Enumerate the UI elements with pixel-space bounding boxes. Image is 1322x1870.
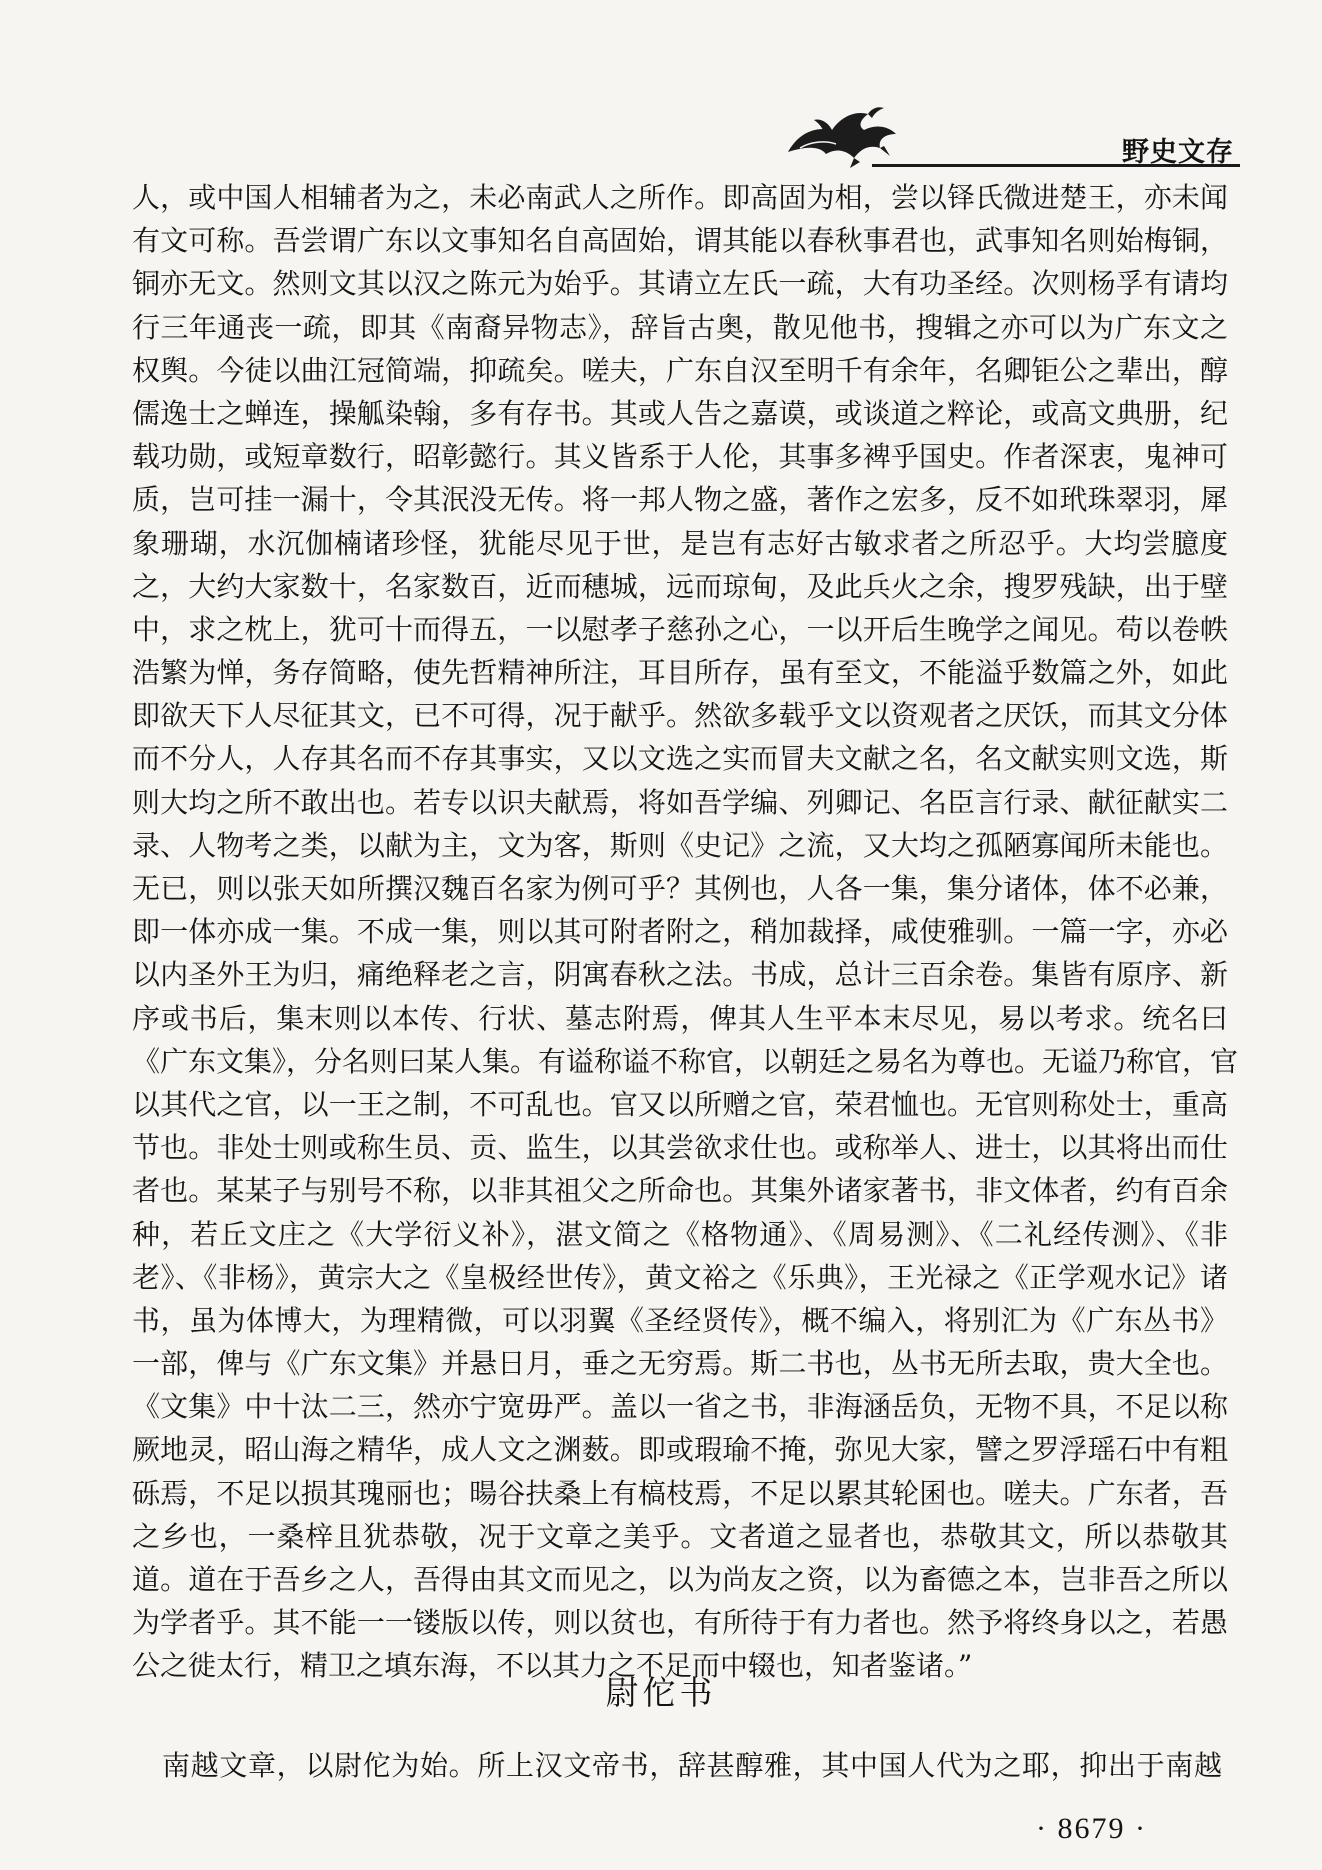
body-text-line: 中，求之枕上，犹可十而得五，一以慰孝子慈孙之心，一以开后生晚学之闻见。苟以卷帙 xyxy=(132,612,1228,646)
section-title: 尉佗书 xyxy=(605,1673,717,1712)
section-text-line: 南越文章，以尉佗为始。所上汉文帝书，辞甚醇雅，其中国人代为之耶，抑出于南越 xyxy=(162,1749,1222,1782)
body-text-line: 公之徙太行，精卫之填东海，不以其力之不足而中辍也，知者鉴诸。” xyxy=(132,1649,973,1683)
body-text-line: 录、人物考之类，以献为主，文为客，斯则《史记》之流，又大均之孤陋寡闻所未能也。 xyxy=(132,828,1228,862)
body-text-line: 而不分人，人存其名而不存其事实，又以文选之实而冒夫文献之名，名文献实则文选，斯 xyxy=(132,742,1228,776)
header-title: 野史文存 xyxy=(1122,137,1234,168)
body-text-line: 厥地灵，昭山海之精华，成人文之渊薮。即或瑕瑜不掩，弥见大家，譬之罗浮瑶石中有粗 xyxy=(132,1433,1228,1467)
body-text-line: 之，大约大家数十，名家数百，近而穗城，远而琼甸，及此兵火之余，搜罗残缺，出于壁 xyxy=(132,569,1228,603)
body-text-line: 即欲天下人尽征其文，已不可得，况于献乎。然欲多载乎文以资观者之厌饫，而其文分体 xyxy=(132,699,1228,733)
body-text-line: 种，若丘文庄之《大学衍义补》，湛文简之《格物通》、《周易测》、《二礼经传测》、《非 xyxy=(132,1217,1228,1251)
body-text-line: 砾焉，不足以损其瑰丽也；暘谷扶桑上有槁枝焉，不足以累其轮囷也。嗟夫。广东者，吾 xyxy=(132,1476,1228,1510)
body-text-line: 为学者乎。其不能一一镂版以传，则以贫也，有所待于有力者也。然予将终身以之，若愚 xyxy=(132,1606,1228,1640)
body-text-line: 《广东文集》，分名则曰某人集。有谥称谥不称官，以朝廷之易名为尊也。无谥乃称官，官 xyxy=(132,1044,1239,1078)
body-text-line: 权舆。今徒以曲江冠简端，抑疏矣。嗟夫，广东自汉至明千有余年，名卿钜公之辈出，醇 xyxy=(132,353,1228,387)
body-text-line: 以其代之官，以一王之制，不可乱也。官又以所赠之官，荣君恤也。无官则称处士，重高 xyxy=(132,1087,1228,1121)
body-text-line: 一部，俾与《广东文集》并悬日月，垂之无穷焉。斯二书也，丛书无所去取，贵大全也。 xyxy=(132,1347,1228,1381)
body-text-line: 有文可称。吾尝谓广东以文事知名自高固始，谓其能以春秋事君也，武事知名则始梅铜， xyxy=(132,224,1228,258)
body-text-line: 载功勋，或短章数行，昭彰懿行。其义皆系于人伦，其事多裨乎国史。作者深衷，鬼神可 xyxy=(132,440,1228,474)
body-text xyxy=(132,176,1239,1688)
body-text-line: 之乡也，一桑梓且犹恭敬，况于文章之美乎。文者道之显者也，恭敬其文，所以恭敬其 xyxy=(132,1519,1228,1553)
body-text-line: 节也。非处士则或称生员、贡、监生，以其尝欲求仕也。或称举人、进士，以其将出而仕 xyxy=(132,1131,1228,1165)
body-text-line: 无已，则以张天如所撰汉魏百名家为例可乎？其例也，人各一集，集分诸体，体不必兼， xyxy=(132,872,1228,905)
body-text-line: 书，虽为体博大，为理精微，可以羽翼《圣经贤传》，概不编入，将别汇为《广东丛书》 xyxy=(132,1303,1228,1337)
body-text-line: 以内圣外王为归，痛绝释老之言，阴寓春秋之法。书成，总计三百余卷。集皆有原序、新 xyxy=(132,958,1228,992)
body-text-line: 铜亦无文。然则文其以汉之陈元为始乎。其请立左氏一疏，大有功圣经。次则杨孚有请均 xyxy=(132,267,1228,301)
body-text-line: 则大均之所不敢出也。若专以识夫献焉，将如吾学编、列卿记、名臣言行录、献征献实二 xyxy=(132,785,1228,819)
body-text-line: 即一体亦成一集。不成一集，则以其可附者附之，稍加裁择，咸使雅驯。一篇一字，亦必 xyxy=(132,915,1228,949)
body-text-line: 儒逸士之蝉连，操觚染翰，多有存书。其或人告之嘉谟，或谈道之粹论，或高文典册，纪 xyxy=(132,396,1228,430)
section-paragraph xyxy=(162,1744,1222,1787)
running-header xyxy=(780,100,1240,170)
body-text-line: 行三年通丧一疏，即其《南裔异物志》，辞旨古奥，散见他书，搜辑之亦可以为广东文之 xyxy=(132,310,1228,344)
body-text-line: 老》、《非杨》，黄宗大之《皇极经世传》，黄文裕之《乐典》，王光禄之《正学观水记》诸 xyxy=(132,1260,1228,1294)
dragon-emblem-icon xyxy=(780,100,920,170)
body-text-line: 者也。某某子与别号不称，以非其祖父之所命也。其集外诸家著书，非文体者，约有百余 xyxy=(132,1174,1228,1208)
body-text-line: 人，或中国人相辅者为之，未必南武人之所作。即高固为相，尝以铎氏微进楚王，亦未闻 xyxy=(132,181,1228,214)
body-text-line: 象珊瑚，水沉伽楠诸珍怪，犹能尽见于世，是岂有志好古敏求者之所忍乎。大均尝臆度 xyxy=(132,526,1228,560)
page-number: · 8679 · xyxy=(1036,1812,1147,1845)
body-text-line: 道。道在于吾乡之人，吾得由其文而见之，以为尚友之资，以为畜德之本，岂非吾之所以 xyxy=(132,1563,1228,1596)
body-text-line: 序或书后，集末则以本传、行状、墓志附焉，俾其人生平本末尽见，易以考求。统名曰 xyxy=(132,1001,1228,1035)
body-text-line: 浩繁为惮，务存简略，使先哲精神所注，耳目所存，虽有至文，不能溢乎数篇之外，如此 xyxy=(132,656,1228,690)
body-text-line: 质，岂可挂一漏十，令其泯没无传。将一邦人物之盛，著作之宏多，反不如玳珠翠羽，犀 xyxy=(132,483,1228,517)
body-text-line: 《文集》中十汰二三，然亦宁宽毋严。盖以一省之书，非海涵岳负，无物不具，不足以称 xyxy=(132,1390,1228,1424)
